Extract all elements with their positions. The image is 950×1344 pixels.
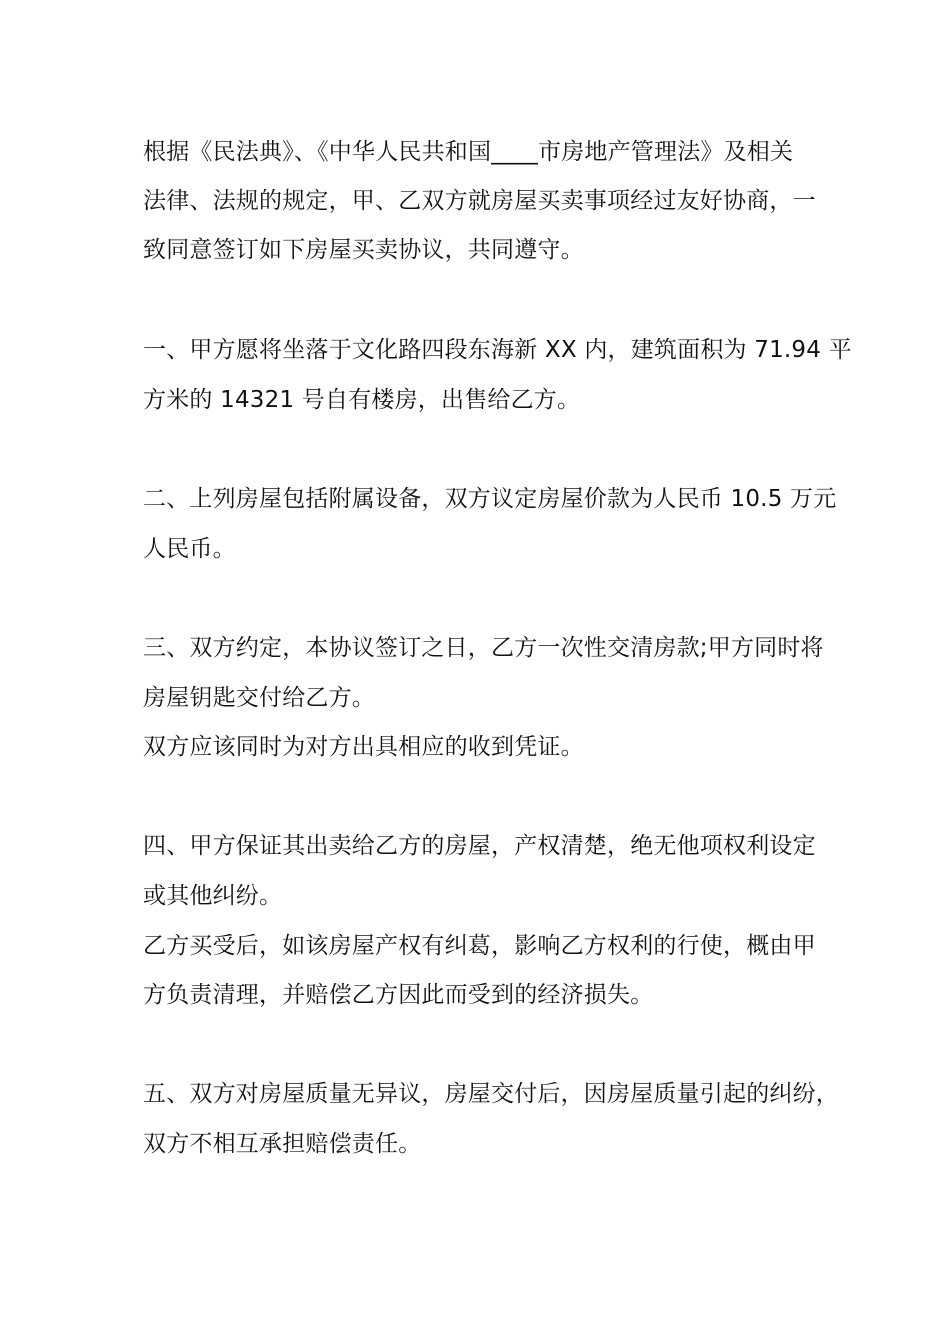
- clause-2-line-2: 人民币。: [143, 536, 236, 562]
- clause-5-line-2: 双方不相互承担赔偿责任。: [143, 1131, 422, 1157]
- preamble-line-3: 致同意签订如下房屋买卖协议，共同遵守。: [143, 237, 584, 263]
- clause-1-line-2: 方米的 14321 号自有楼房，出售给乙方。: [143, 387, 581, 413]
- clause-5-line-1: 五、双方对房屋质量无异议，房屋交付后，因房屋质量引起的纠纷，: [143, 1081, 839, 1107]
- preamble-line-1: 根据《民法典》、《中华人民共和国____市房地产管理法》及相关: [143, 139, 794, 165]
- clause-4-line-1: 四、甲方保证其出卖给乙方的房屋，产权清楚，绝无他项权利设定: [143, 833, 816, 859]
- clause-3-line-1: 三、双方约定，本协议签订之日，乙方一次性交清房款;甲方同时将: [143, 635, 824, 661]
- clause-4-line-4: 方负责清理，并赔偿乙方因此而受到的经济损失。: [143, 982, 654, 1008]
- clause-1-line-1: 一、甲方愿将坐落于文化路四段东海新 XX 内，建筑面积为 71.94 平: [143, 337, 852, 363]
- clause-4-line-3: 乙方买受后，如该房屋产权有纠葛，影响乙方权利的行使，概由甲: [143, 933, 816, 959]
- preamble-line-2: 法律、法规的规定，甲、乙双方就房屋买卖事项经过友好协商，一: [143, 188, 816, 214]
- clause-4-line-2: 或其他纠纷。: [143, 883, 283, 909]
- clause-3-line-2: 房屋钥匙交付给乙方。: [143, 685, 375, 711]
- clause-2-line-1: 二、上列房屋包括附属设备，双方议定房屋价款为人民币 10.5 万元: [143, 486, 837, 512]
- clause-3-line-3: 双方应该同时为对方出具相应的收到凭证。: [143, 734, 584, 760]
